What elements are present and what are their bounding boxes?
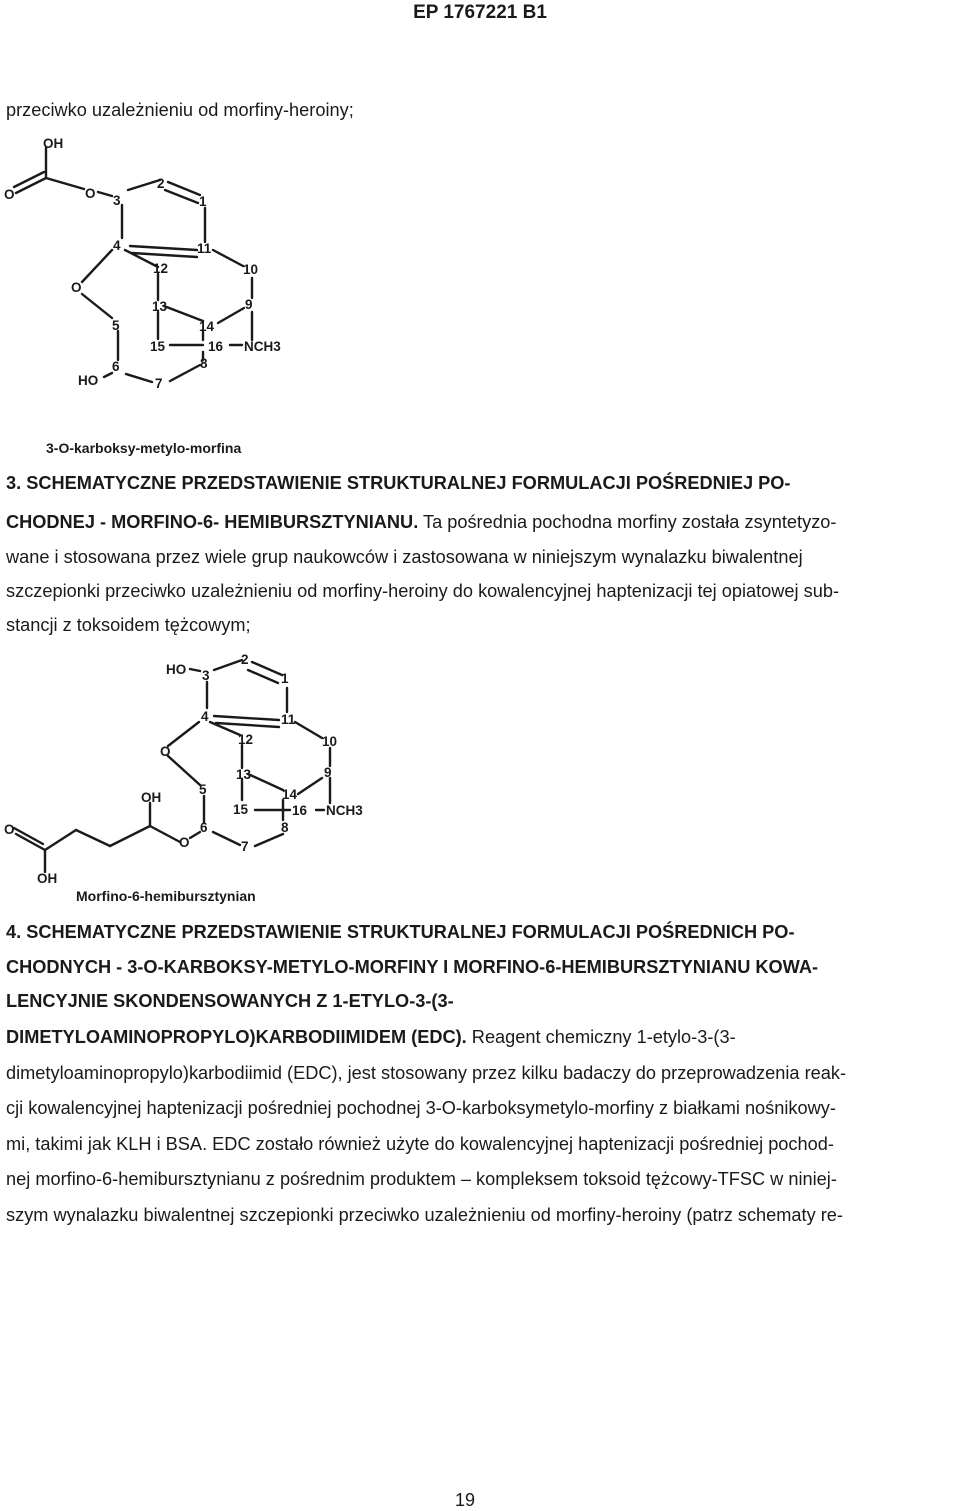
section4-heading-line: CHODNYCH - 3-O-KARBOKSY-METYLO-MORFINY I MORFINO-6-HEMIBURSZTYNIANU KOWA-: [6, 957, 819, 977]
atom-number-8: 8: [200, 356, 208, 371]
atom-number-3: 3: [113, 193, 121, 208]
section3-body-line: stancji z toksoidem tężcowym;: [6, 615, 251, 635]
atom-o-ester: O: [179, 835, 190, 850]
section3-heading: 3. SCHEMATYCZNE PRZEDSTAWIENIE STRUKTURALNEJ FORMULACJI POŚREDNIEJ PO-: [6, 473, 791, 493]
atom-number-16: 16: [292, 803, 308, 818]
atom-number-2: 2: [157, 176, 165, 191]
atom-number-6: 6: [200, 820, 208, 835]
atom-number-6: 6: [112, 359, 120, 374]
intro-line: przeciwko uzależnieniu od morfiny-heroiny;: [6, 100, 354, 120]
section4-heading-line: LENCYJNIE SKONDENSOWANYCH Z 1-ETYLO-3-(3-: [6, 991, 454, 1011]
atom-nch3: NCH3: [244, 339, 281, 354]
figure1-caption: 3-O-karboksy-metylo-morfina: [46, 440, 242, 456]
section4-body-line: nej morfino-6-hemibursztynianu z pośrednim produktem – kompleksem toksoid tężcowy-TFSC w niniej-: [6, 1169, 837, 1189]
page-number: 19: [454, 1490, 476, 1510]
atom-number-10: 10: [322, 734, 338, 749]
atom-number-10: 10: [243, 262, 259, 277]
section3-body-line: szczepionki przeciwko uzależnieniu od morfiny-heroiny do kowalencyjnej haptenizacji tej opiatowej sub-: [6, 581, 840, 601]
atom-oh-top: OH: [43, 136, 64, 151]
atom-number-15: 15: [233, 802, 249, 817]
atom-number-14: 14: [199, 319, 215, 334]
atom-o-ring: O: [160, 744, 171, 759]
atom-number-15: 15: [150, 339, 166, 354]
atom-o-double: O: [4, 187, 15, 202]
atom-number-7: 7: [155, 376, 163, 391]
atom-number-12: 12: [153, 261, 169, 276]
atom-number-8: 8: [281, 820, 289, 835]
atom-number-9: 9: [324, 765, 332, 780]
section3-body-line: wane i stosowana przez wiele grup naukowców i zastosowana w niniejszym wynalazku biwalentnej: [6, 547, 803, 567]
atom-number-13: 13: [236, 767, 252, 782]
atom-number-4: 4: [201, 709, 209, 724]
section4-text-start: Reagent chemiczny 1-etylo-3-(3-: [466, 1027, 736, 1047]
atom-o-double: O: [4, 822, 15, 837]
atom-oh-bottom: OH: [37, 871, 58, 886]
atom-o-ester: O: [85, 186, 96, 201]
atom-number-12: 12: [238, 732, 254, 747]
atom-ho: HO: [78, 373, 99, 388]
section4-heading-line: 4. SCHEMATYCZNE PRZEDSTAWIENIE STRUKTURALNEJ FORMULACJI POŚREDNICH PO-: [6, 922, 795, 942]
atom-number-1: 1: [199, 194, 207, 209]
structure-morphine-6-hemisuccinate: [0, 645, 380, 890]
atom-nch3: NCH3: [326, 803, 363, 818]
atom-number-11: 11: [197, 241, 212, 256]
atom-number-16: 16: [208, 339, 224, 354]
section3-heading-end: CHODNEJ - MORFINO-6- HEMIBURSZTYNIANU.: [6, 512, 419, 532]
section3-line2: [6, 512, 836, 533]
section4-heading-end: DIMETYLOAMINOPROPYLO)KARBODIIMIDEM (EDC).: [6, 1027, 467, 1047]
section4-body-line: cji kowalencyjnej haptenizacji pośredniej pochodnej 3-O-karboksymetylo-morfiny z białkami nośnikowy-: [6, 1098, 836, 1118]
atom-number-2: 2: [241, 652, 249, 667]
atom-ho: HO: [166, 662, 187, 677]
section3-text-start: Ta pośrednia pochodna morfiny została zsyntetyzo-: [418, 512, 837, 532]
section4-body-line: szym wynalazku biwalentnej szczepionki przeciwko uzależnieniu od morfiny-heroiny (patrz schematy re-: [6, 1205, 843, 1225]
atom-o-ring: O: [71, 280, 82, 295]
section4-line4: [6, 1027, 736, 1048]
figure2-caption: Morfino-6-hemibursztynian: [76, 888, 256, 904]
section4-body-line: mi, takimi jak KLH i BSA. EDC zostało również użyte do kowalencyjnej haptenizacji pośredniej pochod-: [6, 1134, 834, 1154]
atom-number-11: 11: [281, 712, 296, 727]
structure-carboxymethyl-morphine: [0, 130, 320, 430]
atom-oh-chain: OH: [141, 790, 162, 805]
atom-number-14: 14: [282, 787, 298, 802]
atom-number-9: 9: [245, 297, 253, 312]
document-number: EP 1767221 B1: [413, 2, 547, 23]
atom-number-1: 1: [281, 671, 289, 686]
atom-number-5: 5: [112, 318, 120, 333]
bond-lines: [14, 660, 330, 872]
atom-number-3: 3: [202, 668, 210, 683]
atom-number-7: 7: [241, 839, 249, 854]
section4-body-line: dimetyloaminopropylo)karbodiimid (EDC), jest stosowany przez kilku badaczy do przeprowadzenia reak-: [6, 1063, 847, 1083]
atom-number-13: 13: [152, 299, 168, 314]
atom-number-4: 4: [113, 238, 121, 253]
atom-number-5: 5: [199, 782, 207, 797]
